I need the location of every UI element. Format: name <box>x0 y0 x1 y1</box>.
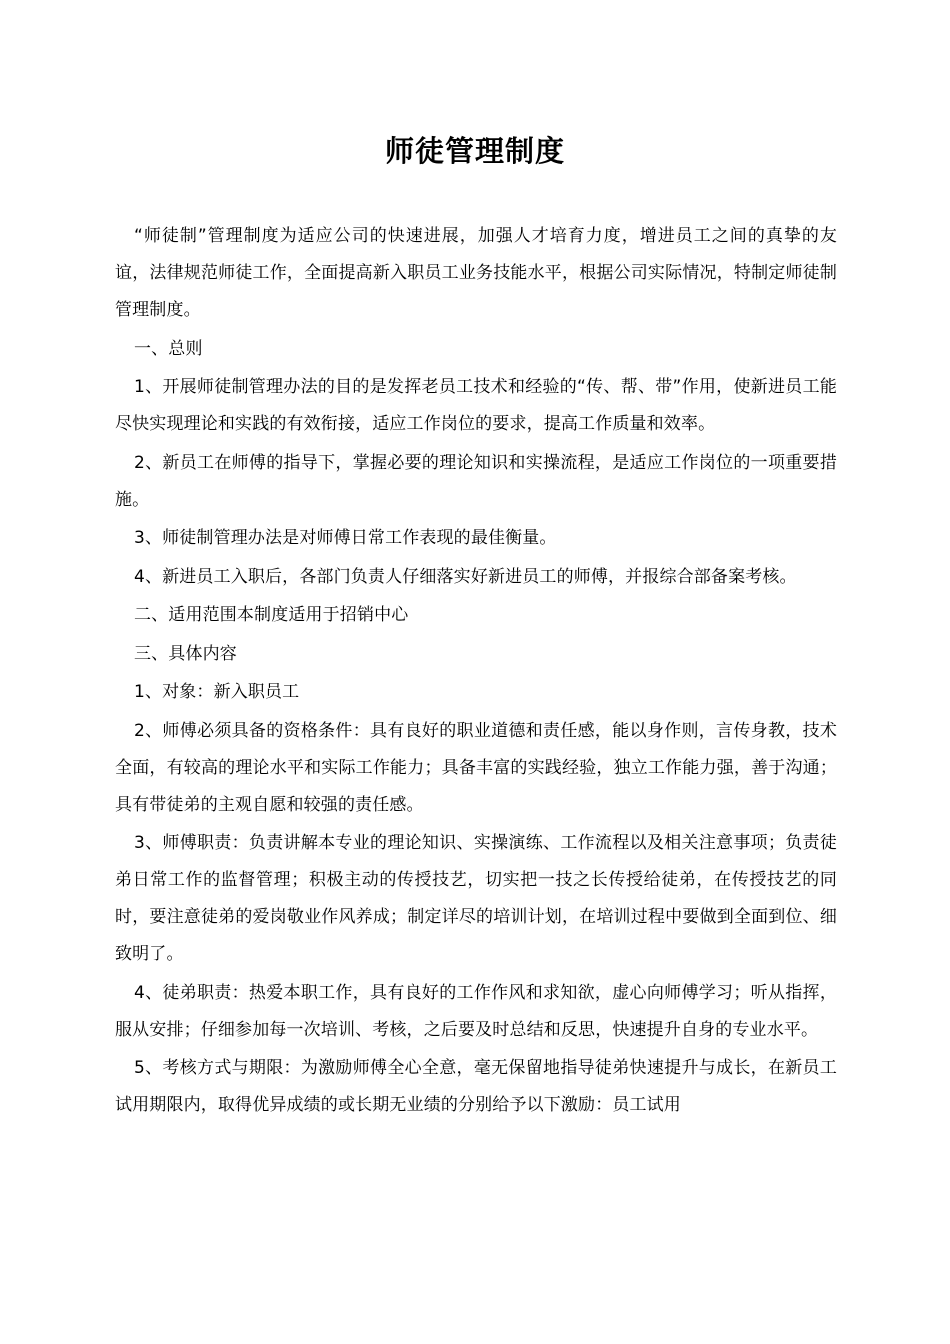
content-item-4: 4、徒弟职责：热爱本职工作，具有良好的工作作风和求知欲，虚心向师傅学习；听从指挥，服从安排；仔细参加每一次培训、考核，之后要及时总结和反思，快速提升自身的专业水平。 <box>115 982 837 1040</box>
document-body <box>115 218 837 1126</box>
general-item-4: 4、新进员工入职后，各部门负责人仔细落实好新进员工的师傅，并报综合部备案考核。 <box>134 566 797 587</box>
general-item-3: 3、师徒制管理办法是对师傅日常工作表现的最佳衡量。 <box>134 528 557 548</box>
content-item-1: 1、对象：新入职员工 <box>134 682 300 702</box>
general-item-1: 1、开展师徒制管理办法的目的是发挥老员工技术和经验的“传、帮、带”作用，使新进员工能尽快实现理论和实践的有效衔接，适应工作岗位的要求，提高工作质量和效率。 <box>115 377 837 434</box>
section-heading-scope: 二、适用范围本制度适用于招销中心 <box>134 605 409 625</box>
section-heading-general: 一、总则 <box>134 338 203 359</box>
content-item-5: 5、考核方式与期限：为激励师傅全心全意，毫无保留地指导徒弟快速提升与成长，在新员工试用期限内，取得优异成绩的或长期无业绩的分别给予以下激励：员工试用 <box>115 1058 837 1115</box>
content-item-2: 2、师傅必须具备的资格条件：具有良好的职业道德和责任感，能以身作则，言传身教，技术全面，有较高的理论水平和实际工作能力；具备丰富的实践经验，独立工作能力强，善于沟通；具有带徒弟的主观自愿和较强的责任感。 <box>115 720 837 815</box>
document-title: 师徒管理制度 <box>384 134 565 168</box>
general-item-2: 2、新员工在师傅的指导下，掌握必要的理论知识和实操流程，是适应工作岗位的一项重要措施。 <box>115 452 837 510</box>
section-heading-content: 三、具体内容 <box>134 643 237 664</box>
content-item-3: 3、师傅职责：负责讲解本专业的理论知识、实操演练、工作流程以及相关注意事项；负责徒弟日常工作的监督管理；积极主动的传授技艺，切实把一技之长传授给徒弟，在传授技艺的同时，要注意徒弟的爱岗敬业作风养成；制定详尽的培训计划，在培训过程中要做到全面到位、细致明了。 <box>115 833 837 964</box>
intro-paragraph: “师徒制”管理制度为适应公司的快速进展，加强人才培育力度，增进员工之间的真挚的友谊，法律规范师徒工作，全面提高新入职员工业务技能水平，根据公司实际情况，特制定师徒制管理制度。 <box>115 226 837 320</box>
